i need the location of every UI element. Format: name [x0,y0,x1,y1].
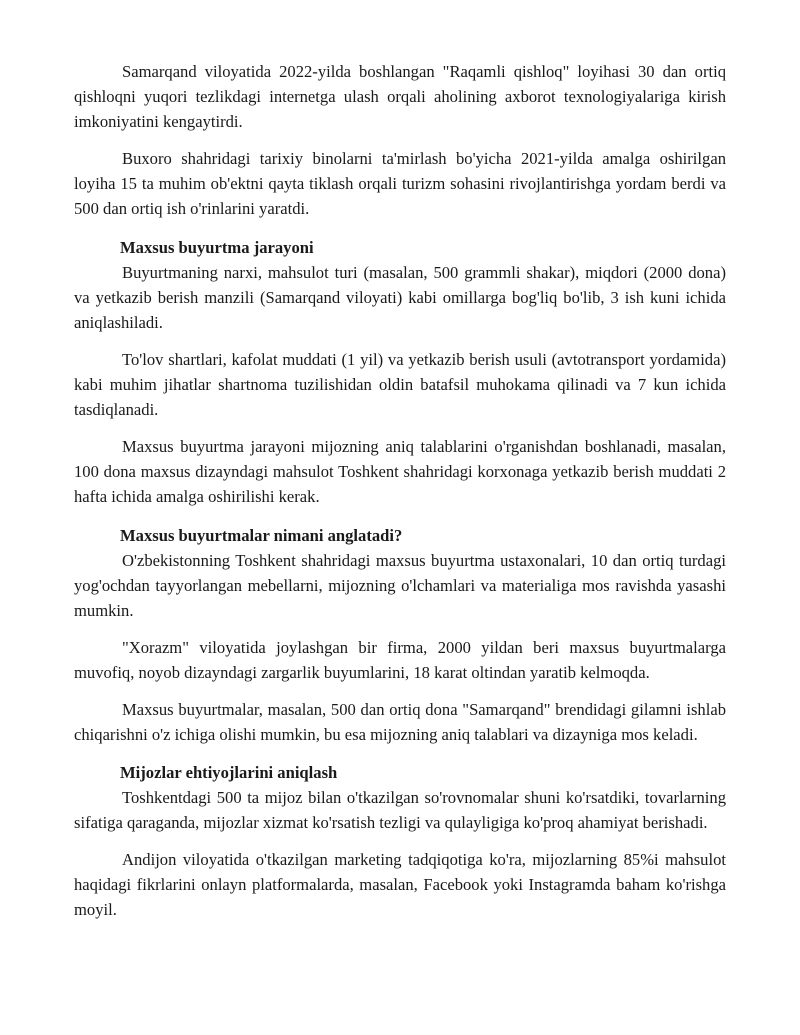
paragraph: Andijon viloyatida o'tkazilgan marketing tadqiqotiga ko'ra, mijozlarning 85%i mahsulot haqidagi fikrlarini onlayn platformalarda, masalan, Facebook yoki Instagramda baham ko'rishga moyil. [74,850,726,919]
paragraph: O'zbekistonning Toshkent shahridagi maxsus buyurtma ustaxonalari, 10 dan ortiq turdagi yog'ochdan tayyorlangan mebellarni, mijozning o'lchamlari va materialiga mos ravishda yasashi mumkin. [74,551,726,620]
section-heading: Maxsus buyurtmalar nimani anglatadi? [120,526,403,545]
paragraph: Buxoro shahridagi tarixiy binolarni ta'mirlash bo'yicha 2021-yilda amalga oshirilgan loyiha 15 ta muhim ob'ektni qayta tiklash orqali turizm sohasini rivojlantirishga yordam berdi va 500 dan ortiq ish o'rinlarini yaratdi. [74,149,726,218]
paragraph: "Xorazm" viloyatida joylashgan bir firma, 2000 yildan beri maxsus buyurtmalarga muvofiq, noyob dizayndagi zargarlik buyumlarini, 18 karat oltindan yaratib kelmoqda. [74,638,726,682]
paragraph: Samarqand viloyatida 2022-yilda boshlangan "Raqamli qishloq" loyihasi 30 dan ortiq qishloqni yuqori tezlikdagi internetga ulash orqali aholining axborot texnologiyalariga kirish imkoniyatini kengaytirdi. [74,62,726,131]
paragraph: Maxsus buyurtma jarayoni mijozning aniq talablarini o'rganishdan boshlanadi, masalan, 100 dona maxsus dizayndagi mahsulot Toshkent shahridagi korxonaga yetkazib berish muddati 2 hafta ichida amalga oshirilishi kerak. [74,437,726,506]
paragraph: Buyurtmaning narxi, mahsulot turi (masalan, 500 grammli shakar), miqdori (2000 dona) va yetkazib berish manzili (Samarqand viloyati) kabi omillarga bog'liq bo'lib, 3 ish kuni ichida aniqlashiladi. [74,263,726,332]
section-heading: Mijozlar ehtiyojlarini aniqlash [120,763,338,782]
paragraph: Toshkentdagi 500 ta mijoz bilan o'tkazilgan so'rovnomalar shuni ko'rsatdiki, tovarlarning sifatiga qaraganda, mijozlar xizmat ko'rsatish tezligi va qulayligiga ko'proq ahamiyat berishadi. [74,788,726,832]
paragraph: To'lov shartlari, kafolat muddati (1 yil) va yetkazib berish usuli (avtotransport yordamida) kabi muhim jihatlar shartnoma tuzilishidan oldin batafsil muhokama qilinadi va 7 kun ichida tasdiqlanadi. [74,350,726,419]
paragraph: Maxsus buyurtmalar, masalan, 500 dan ortiq dona "Samarqand" brendidagi gilamni ishlab chiqarishni o'z ichiga olishi mumkin, bu esa mijozning aniq talablari va dizayniga mos keladi. [74,700,726,744]
section-heading: Maxsus buyurtma jarayoni [120,238,314,257]
